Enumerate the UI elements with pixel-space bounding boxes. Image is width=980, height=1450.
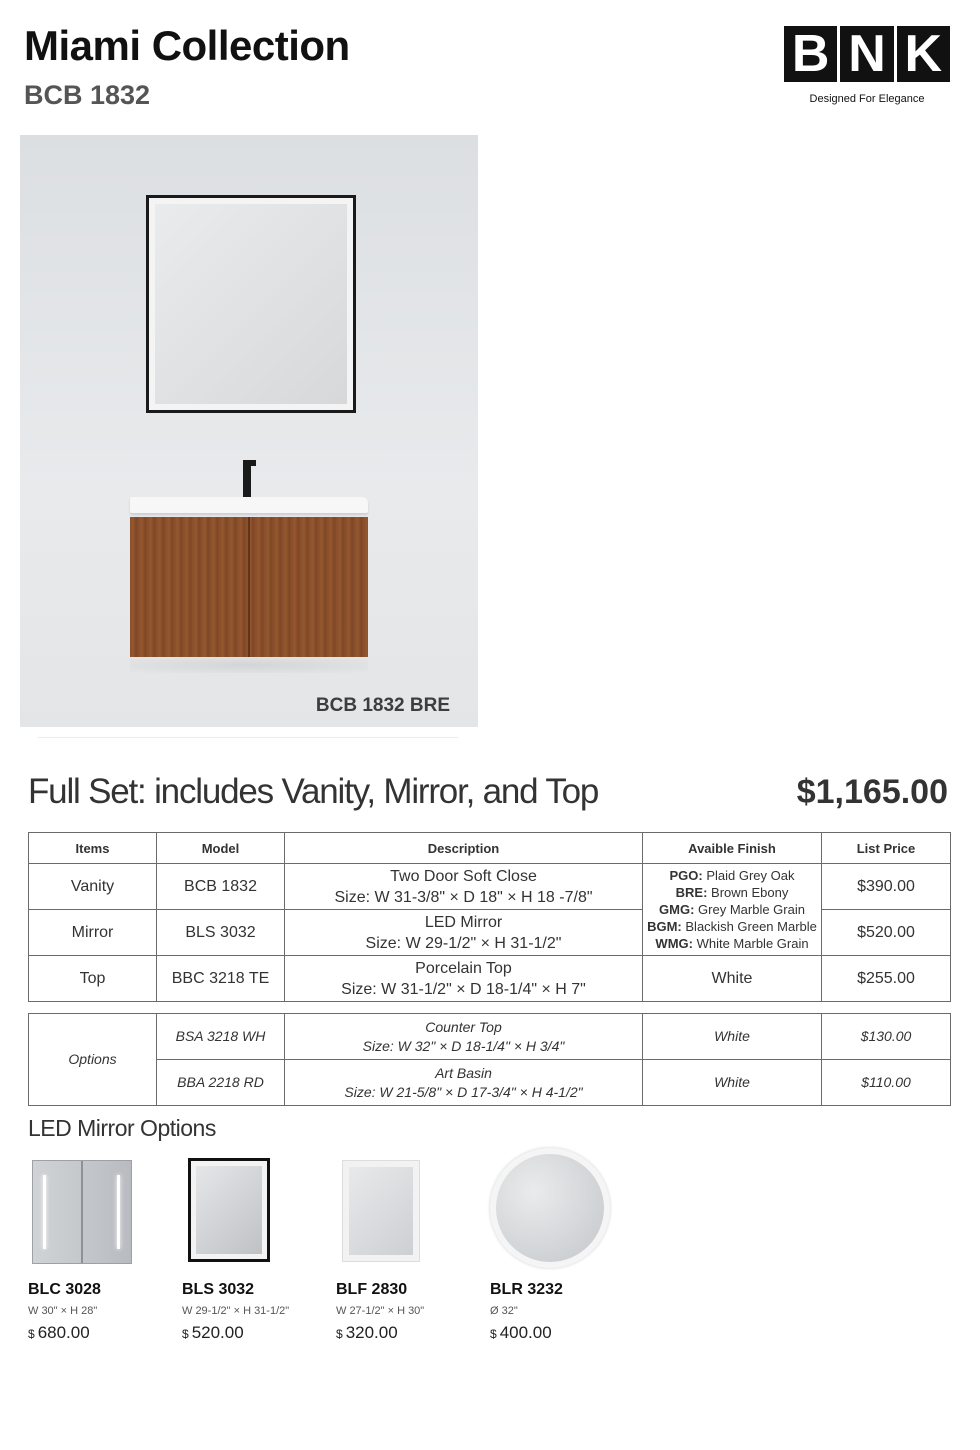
- led-size: W 27-1/2" × H 30": [336, 1305, 425, 1317]
- led-option-blr-3232: [490, 1148, 630, 1348]
- cell-finish: White: [643, 956, 822, 1002]
- led-model: BLF 2830: [336, 1281, 408, 1298]
- brand-logo: [784, 26, 950, 82]
- finish-list: [643, 864, 822, 956]
- options-table: [28, 1013, 951, 1106]
- description-line: Porcelain Top: [415, 959, 512, 977]
- logo-letter-n: N: [840, 26, 893, 82]
- finish-item: BGM: Blackish Green Marble: [647, 919, 817, 934]
- header-items: Items: [29, 833, 157, 864]
- header-price: List Price: [822, 833, 951, 864]
- cell-description: [285, 910, 643, 956]
- led-model: BLR 3232: [490, 1281, 563, 1298]
- header-description: Description: [285, 833, 643, 864]
- cell-finish: White: [643, 1014, 822, 1060]
- led-model: BLS 3032: [182, 1281, 255, 1298]
- cell-price: $520.00: [822, 910, 951, 956]
- cell-model: BLS 3032: [157, 910, 285, 956]
- cell-model: BSA 3218 WH: [157, 1014, 285, 1060]
- table-row: [29, 1060, 951, 1106]
- basin-illustration: [130, 497, 368, 513]
- cabinet-mirror-image: [28, 1148, 168, 1276]
- cell-item: Top: [29, 956, 157, 1002]
- round-mirror-image: [490, 1148, 630, 1276]
- led-option-bls-3032: [182, 1148, 322, 1348]
- cell-description: [285, 956, 643, 1002]
- led-price: $ 320.00: [336, 1323, 398, 1342]
- faucet-illustration: [243, 460, 251, 500]
- table-row: [29, 864, 951, 910]
- cell-model: BBA 2218 RD: [157, 1060, 285, 1106]
- description-line: LED Mirror: [424, 913, 503, 931]
- finish-item: PGO: Plaid Grey Oak: [669, 868, 795, 883]
- cell-price: $130.00: [822, 1014, 951, 1060]
- components-table: [28, 832, 951, 1002]
- cell-model: BBC 3218 TE: [157, 956, 285, 1002]
- cell-item: Mirror: [29, 910, 157, 956]
- led-option-blc-3028: [28, 1148, 168, 1348]
- mirror-illustration: [146, 195, 356, 413]
- header-finish: Avaible Finish: [643, 833, 822, 864]
- cell-item: Vanity: [29, 864, 157, 910]
- led-model: BLC 3028: [28, 1281, 101, 1298]
- full-set-price: $1,165.00: [796, 773, 948, 811]
- logo-letter-k: K: [897, 26, 950, 82]
- options-label: Options: [29, 1014, 157, 1106]
- description-line: Counter Top: [425, 1018, 502, 1035]
- cell-finish: White: [643, 1060, 822, 1106]
- cell-description: [285, 1014, 643, 1060]
- frameless-mirror-image: [336, 1148, 476, 1276]
- table-row: [29, 956, 951, 1002]
- led-price: $ 400.00: [490, 1323, 552, 1342]
- cell-description: [285, 864, 643, 910]
- cell-price: $110.00: [822, 1060, 951, 1106]
- divider: [38, 737, 458, 738]
- description-line: Two Door Soft Close: [390, 867, 537, 885]
- finish-item: BRE: Brown Ebony: [675, 885, 789, 900]
- black-frame-mirror-image: [182, 1148, 322, 1276]
- led-price: $ 520.00: [182, 1323, 244, 1342]
- led-option-blf-2830: [336, 1148, 476, 1348]
- full-set-heading: Full Set: includes Vanity, Mirror, and Top: [28, 772, 599, 811]
- logo-letter-b: B: [784, 26, 837, 82]
- cell-price: $255.00: [822, 956, 951, 1002]
- photo-caption: BCB 1832 BRE: [315, 695, 450, 716]
- led-size: W 30" × H 28": [28, 1305, 98, 1317]
- led-options-title: LED Mirror Options: [28, 1115, 216, 1141]
- led-size: Ø 32": [490, 1305, 518, 1317]
- description-size: Size: W 32" × D 18-1/4" × H 3/4": [362, 1037, 565, 1054]
- table-header-row: [29, 833, 951, 864]
- description-size: Size: W 31-3/8" × D 18" × H 18 -7/8": [334, 888, 593, 906]
- cell-description: [285, 1060, 643, 1106]
- led-price: $ 680.00: [28, 1323, 90, 1342]
- cell-model: BCB 1832: [157, 864, 285, 910]
- description-size: Size: W 29-1/2" × H 31-1/2": [365, 934, 562, 952]
- model-subtitle: BCB 1832: [24, 80, 151, 110]
- description-size: Size: W 21-5/8" × D 17-3/4" × H 4-1/2": [344, 1083, 583, 1100]
- finish-item: GMG: Grey Marble Grain: [659, 902, 805, 917]
- finish-item: WMG: White Marble Grain: [655, 936, 809, 951]
- brand-tagline: Designed For Elegance: [809, 93, 925, 105]
- description-line: Art Basin: [435, 1064, 492, 1081]
- page-title: Miami Collection: [24, 22, 350, 69]
- description-size: Size: W 31-1/2" × D 18-1/4" × H 7": [341, 980, 586, 998]
- cell-price: $390.00: [822, 864, 951, 910]
- header-model: Model: [157, 833, 285, 864]
- led-size: W 29-1/2" × H 31-1/2": [182, 1305, 290, 1317]
- vanity-cabinet-illustration: [130, 517, 368, 657]
- table-row: [29, 1014, 951, 1060]
- product-photo: [20, 135, 478, 727]
